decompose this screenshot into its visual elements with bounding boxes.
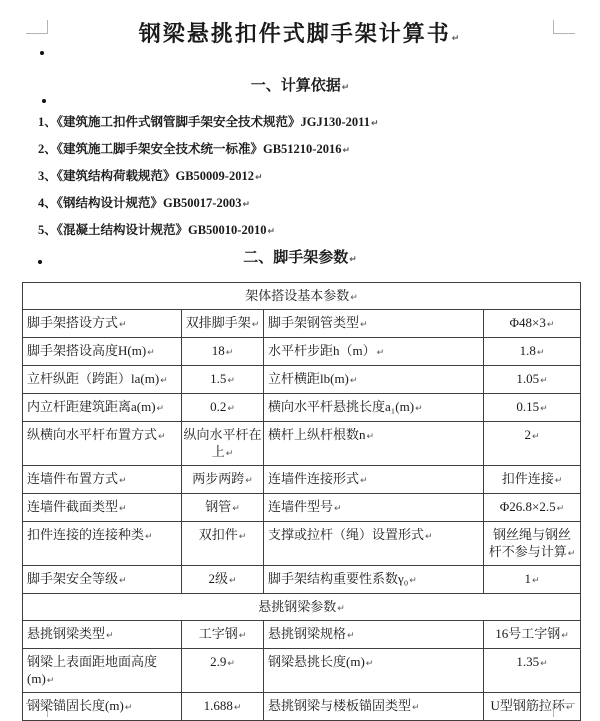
list-bullet — [40, 51, 44, 55]
paragraph-mark: ↵ — [341, 83, 350, 93]
paragraph-mark: ↵ — [227, 376, 235, 386]
page-boundary-mark-bottom-right — [553, 703, 575, 717]
paragraph-mark: ↵ — [342, 146, 351, 156]
reference-item: 4、《钢结构设计规范》GB50017-2003↵ — [38, 196, 251, 210]
paragraph-mark: ↵ — [567, 549, 576, 559]
param-label-cell: 水平杆步距h（m）↵ — [264, 338, 484, 366]
reference-item: 1、《建筑施工扣件式钢管脚手架安全技术规范》JGJ130-2011↵ — [38, 115, 379, 129]
list-bullet — [38, 260, 42, 264]
paragraph-mark: ↵ — [412, 703, 420, 713]
paragraph-mark: ↵ — [158, 432, 166, 442]
paragraph-mark: ↵ — [254, 173, 263, 183]
param-value-cell: 0.15↵ — [484, 394, 581, 422]
table-row — [23, 394, 581, 422]
paragraph-mark: ↵ — [556, 504, 565, 514]
param-value-cell: 双扣件↵ — [182, 522, 264, 566]
page-boundary-mark-top-left — [26, 20, 48, 34]
param-value-cell: 两步两跨↵ — [182, 466, 264, 494]
param-label-cell: 钢梁悬挑长度(m)↵ — [264, 649, 484, 693]
paragraph-mark: ↵ — [147, 348, 155, 358]
page-boundary-mark-bottom-left — [26, 703, 48, 717]
paragraph-mark: ↵ — [119, 320, 127, 330]
paragraph-mark: ↵ — [251, 320, 260, 330]
param-value-cell: 1.5↵ — [182, 366, 264, 394]
table-row — [23, 566, 581, 594]
param-label-cell: 连墙件型号↵ — [264, 494, 484, 522]
paragraph-mark: ↵ — [415, 404, 423, 414]
param-value-cell: 纵向水平杆在上↵ — [182, 422, 264, 466]
paragraph-mark: ↵ — [227, 404, 235, 414]
section2-heading: 二、脚手架参数↵ — [243, 250, 357, 266]
param-label-cell: 立杆横距lb(m)↵ — [264, 366, 484, 394]
param-label-cell: 钢梁上表面距地面高度(m)↵ — [23, 649, 182, 693]
paragraph-mark: ↵ — [540, 404, 548, 414]
param-value-cell: 扣件连接↵ — [484, 466, 581, 494]
paragraph-mark: ↵ — [238, 631, 247, 641]
paragraph-mark: ↵ — [238, 532, 247, 542]
paragraph-mark: ↵ — [119, 504, 127, 514]
table-row — [23, 366, 581, 394]
param-value-cell: 16号工字钢↵ — [484, 621, 581, 649]
paragraph-mark: ↵ — [225, 348, 234, 358]
reference-item: 5、《混凝土结构设计规范》GB50010-2010↵ — [38, 223, 276, 237]
param-value-cell: 0.2↵ — [182, 394, 264, 422]
table-group-header: 架体搭设基本参数↵ — [23, 283, 581, 310]
param-label-cell: 横杆上纵杆根数n↵ — [264, 422, 484, 466]
paragraph-mark: ↵ — [350, 293, 358, 303]
param-value-cell: 工字钢↵ — [182, 621, 264, 649]
paragraph-mark: ↵ — [376, 348, 385, 358]
param-value-cell: Φ48×3↵ — [484, 310, 581, 338]
param-value-cell: 1.05↵ — [484, 366, 581, 394]
param-value-cell: 钢管↵ — [182, 494, 264, 522]
table-row — [23, 649, 581, 693]
param-label-cell: 支撑或拉杆（绳）设置形式↵ — [264, 522, 484, 566]
page-boundary-mark-top-right — [553, 20, 575, 34]
paragraph-mark: ↵ — [119, 476, 127, 486]
list-bullet — [42, 99, 46, 103]
param-value-cell: 18↵ — [182, 338, 264, 366]
paragraph-mark: ↵ — [561, 631, 569, 641]
paragraph-mark: ↵ — [451, 34, 462, 44]
paragraph-mark: ↵ — [349, 255, 357, 265]
reference-item: 3、《建筑结构荷载规范》GB50009-2012↵ — [38, 169, 263, 183]
paragraph-mark: ↵ — [365, 659, 374, 669]
document-title: 钢梁悬挑扣件式脚手架计算书↵ — [138, 21, 462, 46]
param-label-cell: 悬挑钢梁与楼板锚固类型↵ — [264, 693, 484, 721]
param-value-cell: 1↵ — [484, 566, 581, 594]
param-label-cell: 脚手架钢管类型↵ — [264, 310, 484, 338]
param-label-cell: 内立杆距建筑距离a(m)↵ — [23, 394, 182, 422]
parameters-table — [22, 282, 581, 721]
paragraph-mark: ↵ — [46, 676, 55, 686]
paragraph-mark: ↵ — [337, 604, 345, 614]
paragraph-mark: ↵ — [366, 432, 375, 442]
table-group-header-row — [23, 283, 581, 310]
paragraph-mark: ↵ — [360, 320, 368, 330]
reference-item: 2、《建筑施工脚手架安全技术统一标准》GB51210-2016↵ — [38, 142, 351, 156]
param-value-cell: 钢丝绳与钢丝杆不参与计算↵ — [484, 522, 581, 566]
table-row — [23, 466, 581, 494]
param-label-cell: 脚手架结构重要性系数γ₀↵ — [264, 566, 484, 594]
paragraph-mark: ↵ — [370, 119, 379, 129]
table-row — [23, 693, 581, 721]
param-value-cell: 双排脚手架↵ — [182, 310, 264, 338]
param-value-cell: 1.688↵ — [182, 693, 264, 721]
paragraph-mark: ↵ — [228, 576, 237, 586]
paragraph-mark: ↵ — [540, 659, 548, 669]
section1-heading: 一、计算依据↵ — [250, 78, 350, 94]
param-value-cell: 1.8↵ — [484, 338, 581, 366]
paragraph-mark: ↵ — [540, 376, 548, 386]
reference-list — [38, 110, 600, 245]
param-label-cell: 连墙件截面类型↵ — [23, 494, 182, 522]
param-value-cell: 1.35↵ — [484, 649, 581, 693]
param-value-cell: 2.9↵ — [182, 649, 264, 693]
paragraph-mark: ↵ — [347, 631, 355, 641]
paragraph-mark: ↵ — [106, 631, 114, 641]
paragraph-mark: ↵ — [425, 532, 433, 542]
paragraph-mark: ↵ — [232, 504, 240, 514]
param-label-cell: 连墙件连接形式↵ — [264, 466, 484, 494]
table-row — [23, 522, 581, 566]
param-label-cell: 脚手架搭设高度H(m)↵ — [23, 338, 182, 366]
paragraph-mark: ↵ — [160, 376, 168, 386]
param-label-cell: 扣件连接的连接种类↵ — [23, 522, 182, 566]
paragraph-mark: ↵ — [531, 576, 540, 586]
param-label-cell: 立杆纵距（跨距）la(m)↵ — [23, 366, 182, 394]
paragraph-mark: ↵ — [536, 348, 545, 358]
paragraph-mark: ↵ — [554, 476, 563, 486]
paragraph-mark: ↵ — [227, 659, 235, 669]
document-page — [0, 20, 600, 721]
paragraph-mark: ↵ — [360, 476, 368, 486]
paragraph-mark: ↵ — [156, 404, 165, 414]
table-row — [23, 494, 581, 522]
paragraph-mark: ↵ — [124, 703, 133, 713]
table-group-header: 悬挑钢梁参数↵ — [23, 594, 581, 621]
paragraph-mark: ↵ — [334, 504, 342, 514]
param-value-cell: U型钢筋拉环↵ — [484, 693, 581, 721]
param-value-cell: Φ26.8×2.5↵ — [484, 494, 581, 522]
param-label-cell: 脚手架搭设方式↵ — [23, 310, 182, 338]
paragraph-mark: ↵ — [245, 476, 253, 486]
paragraph-mark: ↵ — [409, 576, 417, 586]
param-value-cell: 2↵ — [484, 422, 581, 466]
paragraph-mark: ↵ — [119, 576, 127, 586]
table-row — [23, 310, 581, 338]
table-row — [23, 338, 581, 366]
param-label-cell: 连墙件布置方式↵ — [23, 466, 182, 494]
paragraph-mark: ↵ — [242, 200, 251, 210]
param-label-cell: 悬挑钢梁类型↵ — [23, 621, 182, 649]
paragraph-mark: ↵ — [531, 432, 540, 442]
paragraph-mark: ↵ — [145, 532, 153, 542]
table-group-header-row — [23, 594, 581, 621]
param-label-cell: 纵横向水平杆布置方式↵ — [23, 422, 182, 466]
param-label-cell: 钢梁锚固长度(m)↵ — [23, 693, 182, 721]
param-label-cell: 脚手架安全等级↵ — [23, 566, 182, 594]
paragraph-mark: ↵ — [565, 703, 574, 713]
param-label-cell: 横向水平杆悬挑长度a₁(m)↵ — [264, 394, 484, 422]
paragraph-mark: ↵ — [225, 449, 234, 459]
paragraph-mark: ↵ — [349, 376, 358, 386]
table-row — [23, 621, 581, 649]
param-value-cell: 2级↵ — [182, 566, 264, 594]
param-label-cell: 悬挑钢梁规格↵ — [264, 621, 484, 649]
table-row — [23, 422, 581, 466]
paragraph-mark: ↵ — [233, 703, 242, 713]
paragraph-mark: ↵ — [546, 320, 555, 330]
paragraph-mark: ↵ — [267, 227, 276, 237]
